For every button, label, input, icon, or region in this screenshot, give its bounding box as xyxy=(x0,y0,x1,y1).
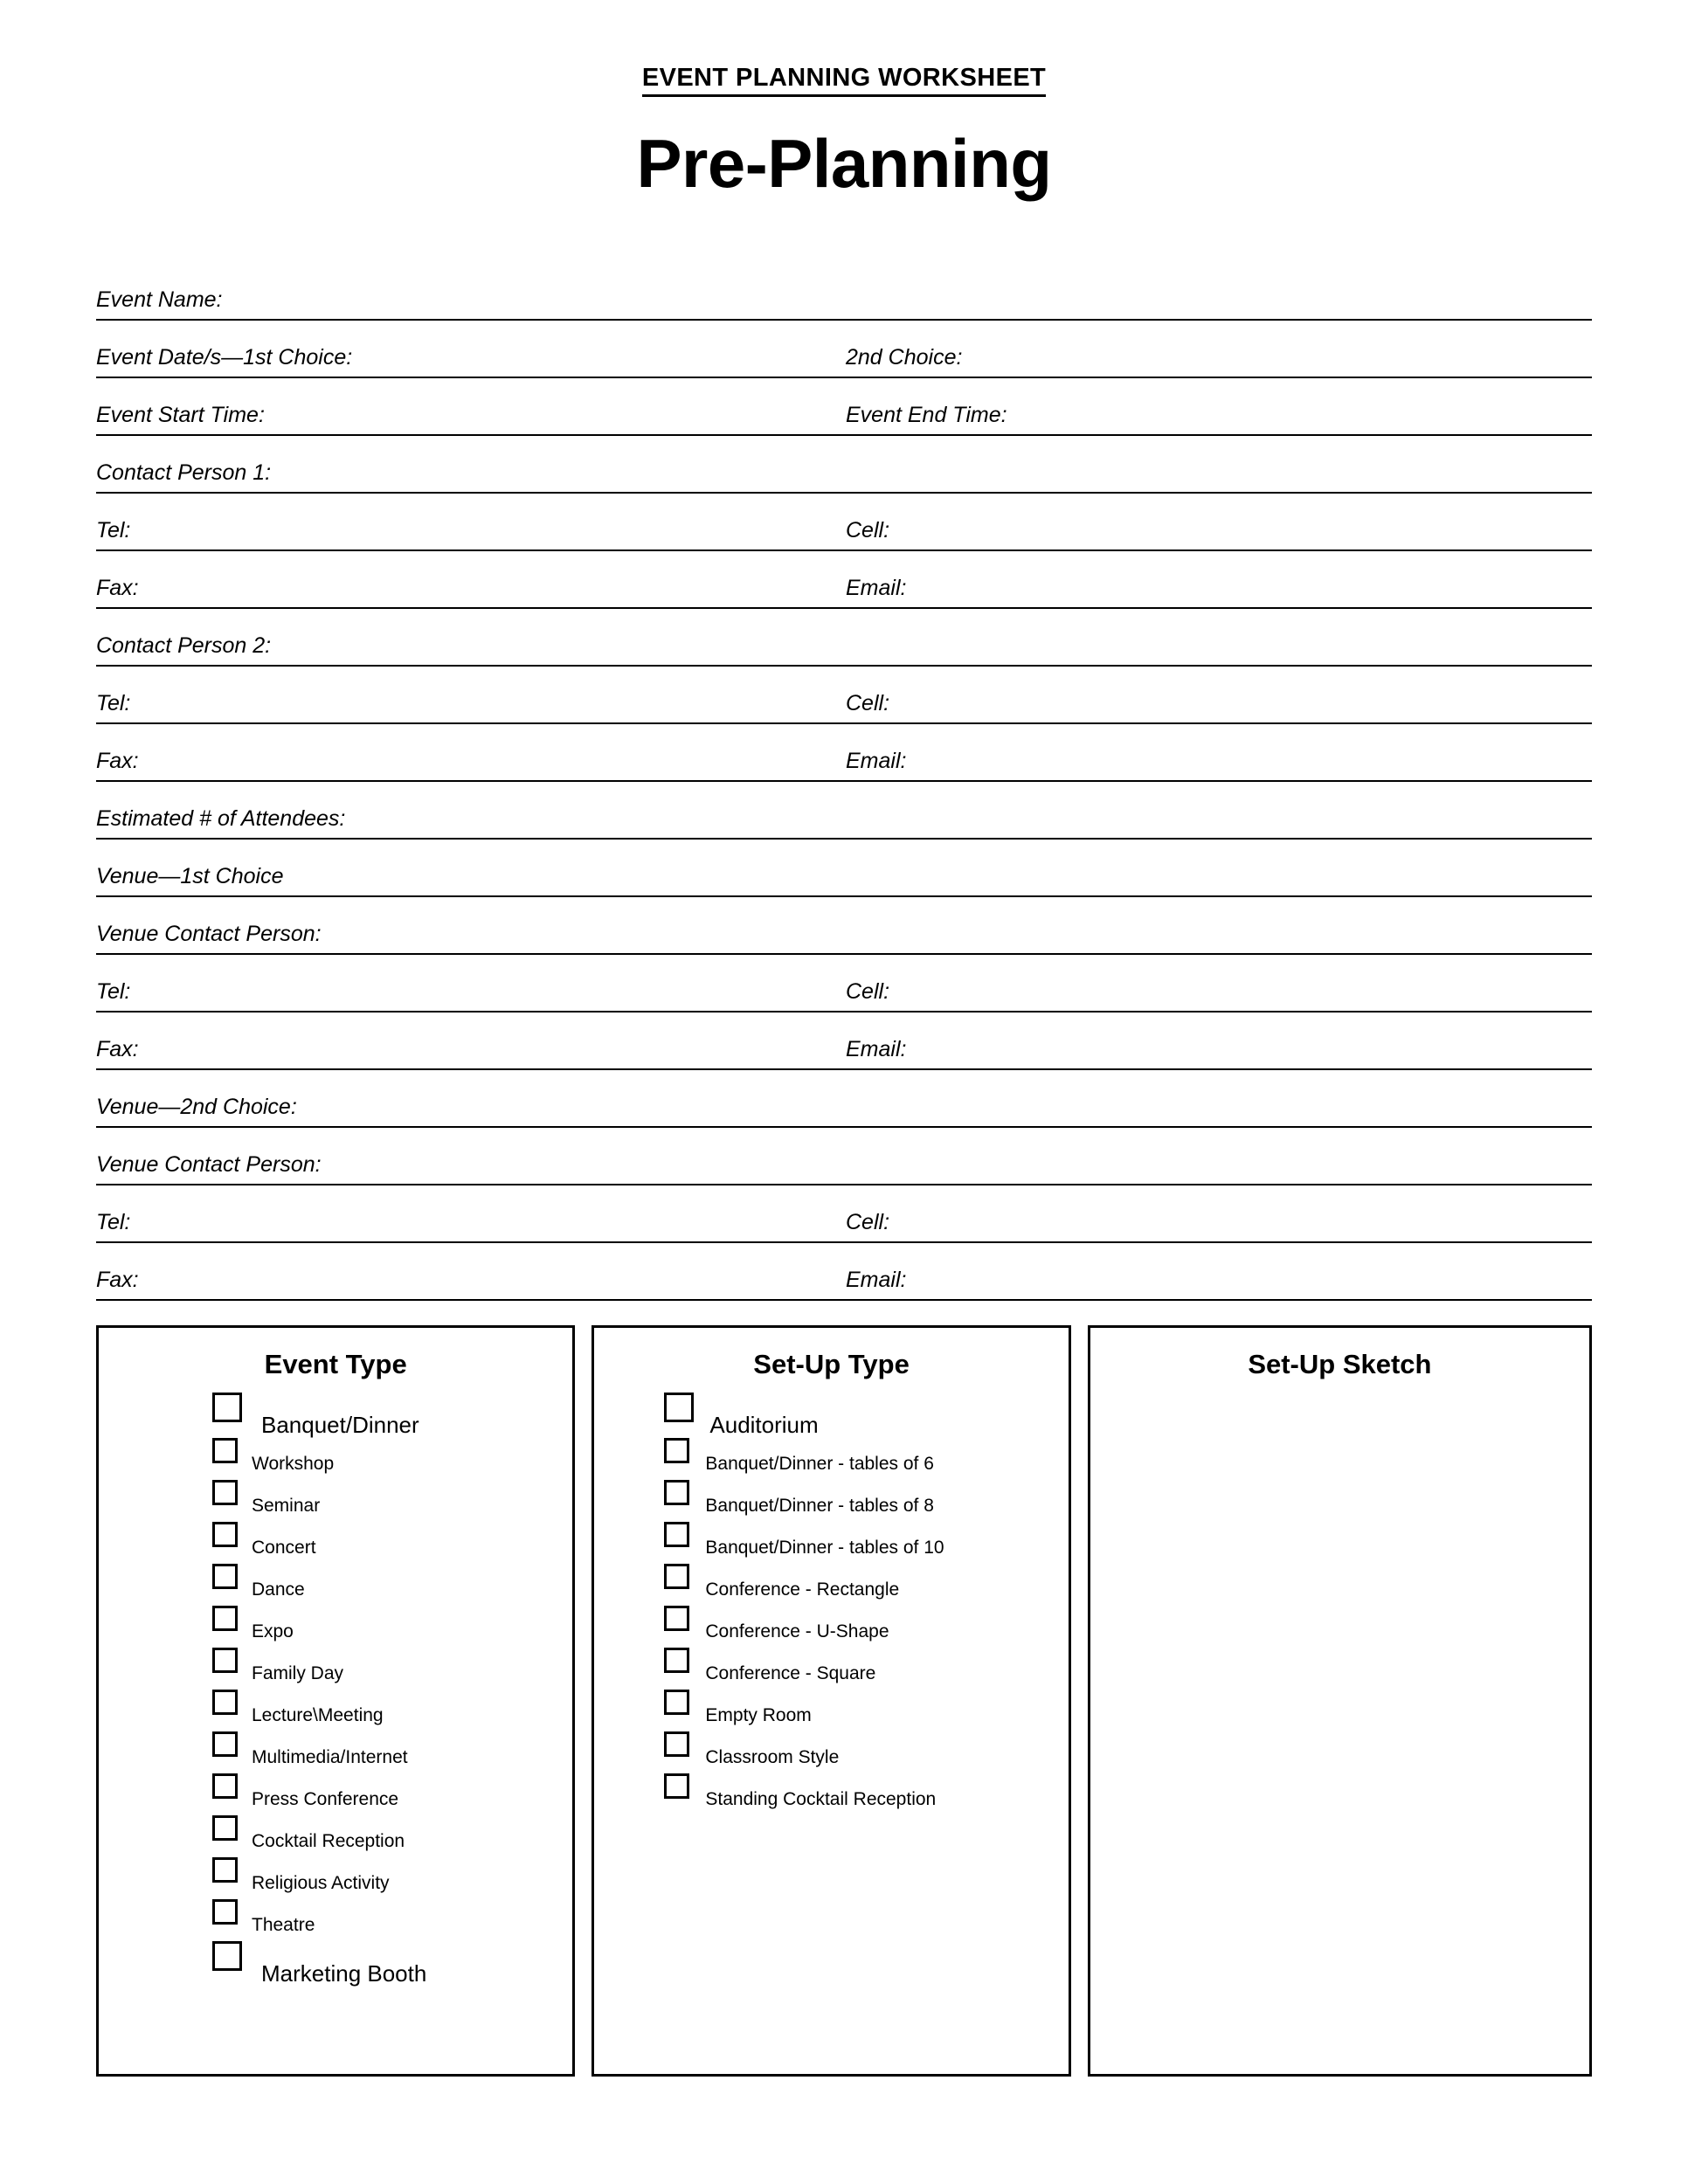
setup-type-title: Set-Up Type xyxy=(753,1349,910,1379)
field-label: Cell: xyxy=(846,1210,890,1234)
worksheet-kicker-text: EVENT PLANNING WORKSHEET xyxy=(642,64,1046,97)
form-row[interactable] xyxy=(96,782,1592,840)
checkbox-icon[interactable] xyxy=(212,1773,238,1799)
form-row[interactable] xyxy=(96,378,1592,436)
checkbox-label: Auditorium xyxy=(709,1412,819,1438)
field-label: Tel: xyxy=(96,979,131,1004)
checkbox-label: Concert xyxy=(252,1538,316,1558)
field-label: Email: xyxy=(846,576,907,600)
checkbox-icon[interactable] xyxy=(664,1480,689,1505)
checkbox-row[interactable] xyxy=(99,1562,572,1604)
field-label: Tel: xyxy=(96,1210,131,1234)
field-label: Fax: xyxy=(96,749,139,773)
field-label: Venue Contact Person: xyxy=(96,1152,322,1177)
field-label: Tel: xyxy=(96,691,131,715)
field-label: Email: xyxy=(846,749,907,773)
checkbox-row[interactable] xyxy=(594,1646,1068,1688)
field-label: Event End Time: xyxy=(846,403,1007,427)
checkbox-label: Marketing Booth xyxy=(261,1960,427,1987)
checkbox-row[interactable] xyxy=(594,1688,1068,1730)
field-label: Contact Person 1: xyxy=(96,460,272,485)
field-label: Fax: xyxy=(96,1037,139,1061)
checkbox-label: Conference - Rectangle xyxy=(705,1579,900,1600)
checkbox-label: Cocktail Reception xyxy=(252,1831,405,1851)
form-row[interactable] xyxy=(96,840,1592,897)
checkbox-icon[interactable] xyxy=(212,1690,238,1715)
checkbox-row[interactable] xyxy=(99,1856,572,1897)
checkbox-icon[interactable] xyxy=(664,1690,689,1715)
field-label: Fax: xyxy=(96,576,139,600)
checkbox-label: Expo xyxy=(252,1621,294,1641)
checkbox-row[interactable] xyxy=(594,1520,1068,1562)
event-type-panel xyxy=(96,1325,575,2077)
checkbox-icon[interactable] xyxy=(212,1438,238,1463)
form-row[interactable] xyxy=(96,667,1592,724)
field-label: Estimated # of Attendees: xyxy=(96,806,346,831)
checkbox-row[interactable] xyxy=(99,1814,572,1856)
checkbox-row[interactable] xyxy=(99,1520,572,1562)
checkbox-label: Theatre xyxy=(252,1915,315,1935)
checkbox-row[interactable] xyxy=(99,1436,572,1478)
checkbox-row[interactable] xyxy=(99,1604,572,1646)
checkbox-row[interactable] xyxy=(594,1730,1068,1772)
checkbox-row[interactable] xyxy=(99,1478,572,1520)
field-label: Venue—1st Choice xyxy=(96,864,284,888)
checkbox-icon[interactable] xyxy=(212,1648,238,1673)
checkbox-icon[interactable] xyxy=(664,1522,689,1547)
field-label: 2nd Choice: xyxy=(846,345,963,370)
bottom-panels xyxy=(96,1325,1592,2077)
field-label: Contact Person 2: xyxy=(96,633,272,658)
checkbox-label: Banquet/Dinner xyxy=(261,1412,419,1438)
checkbox-label: Standing Cocktail Reception xyxy=(705,1789,937,1809)
checkbox-row[interactable] xyxy=(594,1562,1068,1604)
form-row[interactable] xyxy=(96,321,1592,378)
setup-sketch-title: Set-Up Sketch xyxy=(1248,1349,1432,1379)
checkbox-icon[interactable] xyxy=(664,1648,689,1673)
checkbox-row[interactable] xyxy=(99,1646,572,1688)
checkbox-label: Empty Room xyxy=(705,1705,812,1725)
field-label: Email: xyxy=(846,1268,907,1292)
checkbox-label: Conference - U-Shape xyxy=(705,1621,889,1641)
field-label: Tel: xyxy=(96,518,131,543)
checkbox-icon[interactable] xyxy=(212,1480,238,1505)
checkbox-icon[interactable] xyxy=(664,1731,689,1757)
checkbox-icon[interactable] xyxy=(212,1899,238,1925)
checkbox-icon[interactable] xyxy=(212,1393,242,1422)
checkbox-icon[interactable] xyxy=(212,1815,238,1841)
checkbox-row[interactable] xyxy=(99,1688,572,1730)
checkbox-row[interactable] xyxy=(99,1391,572,1436)
checkbox-row[interactable] xyxy=(594,1391,1068,1436)
setup-sketch-panel[interactable] xyxy=(1088,1325,1592,2077)
checkbox-icon[interactable] xyxy=(664,1564,689,1589)
checkbox-label: Workshop xyxy=(252,1454,335,1474)
pre-planning-form xyxy=(96,263,1592,1301)
field-label: Event Start Time: xyxy=(96,403,265,427)
checkbox-label: Dance xyxy=(252,1579,305,1600)
form-row[interactable] xyxy=(96,1243,1592,1301)
checkbox-icon[interactable] xyxy=(664,1606,689,1631)
checkbox-icon[interactable] xyxy=(212,1606,238,1631)
field-label: Cell: xyxy=(846,979,890,1004)
form-row[interactable] xyxy=(96,724,1592,782)
checkbox-icon[interactable] xyxy=(212,1941,242,1971)
checkbox-label: Multimedia/Internet xyxy=(252,1747,408,1767)
field-label: Event Date/s—1st Choice: xyxy=(96,345,353,370)
field-label: Fax: xyxy=(96,1268,139,1292)
checkbox-label: Conference - Square xyxy=(705,1663,876,1683)
setup-type-panel xyxy=(591,1325,1070,2077)
checkbox-label: Seminar xyxy=(252,1496,321,1516)
form-row[interactable] xyxy=(96,955,1592,1013)
form-row[interactable] xyxy=(96,1185,1592,1243)
checkbox-icon[interactable] xyxy=(664,1438,689,1463)
event-type-title: Event Type xyxy=(264,1349,407,1379)
form-row[interactable] xyxy=(96,1070,1592,1128)
field-label: Email: xyxy=(846,1037,907,1061)
checkbox-row[interactable] xyxy=(99,1939,572,1985)
form-row[interactable] xyxy=(96,1128,1592,1185)
event-type-checklist xyxy=(99,1391,572,1985)
field-label: Event Name: xyxy=(96,287,223,312)
field-label: Cell: xyxy=(846,691,890,715)
worksheet-kicker xyxy=(96,64,1592,93)
checkbox-label: Family Day xyxy=(252,1663,344,1683)
field-label: Cell: xyxy=(846,518,890,543)
checkbox-row[interactable] xyxy=(99,1897,572,1939)
field-label: Venue Contact Person: xyxy=(96,922,322,946)
form-row[interactable] xyxy=(96,263,1592,321)
checkbox-label: Lecture\Meeting xyxy=(252,1705,384,1725)
checkbox-icon[interactable] xyxy=(212,1857,238,1883)
checkbox-row[interactable] xyxy=(594,1436,1068,1478)
field-label: Venue—2nd Choice: xyxy=(96,1095,297,1119)
checkbox-icon[interactable] xyxy=(664,1393,694,1422)
form-row[interactable] xyxy=(96,897,1592,955)
checkbox-row[interactable] xyxy=(594,1604,1068,1646)
checkbox-label: Religious Activity xyxy=(252,1873,390,1893)
page-title: Pre-Planning xyxy=(636,125,1052,202)
form-row[interactable] xyxy=(96,494,1592,551)
checkbox-label: Press Conference xyxy=(252,1789,399,1809)
checkbox-row[interactable] xyxy=(594,1478,1068,1520)
checkbox-icon[interactable] xyxy=(212,1564,238,1589)
checkbox-row[interactable] xyxy=(99,1772,572,1814)
checkbox-icon[interactable] xyxy=(212,1522,238,1547)
form-row[interactable] xyxy=(96,1013,1592,1070)
checkbox-label: Banquet/Dinner - tables of 8 xyxy=(705,1496,934,1516)
checkbox-row[interactable] xyxy=(99,1730,572,1772)
form-row[interactable] xyxy=(96,551,1592,609)
checkbox-label: Banquet/Dinner - tables of 6 xyxy=(705,1454,934,1474)
checkbox-icon[interactable] xyxy=(664,1773,689,1799)
form-row[interactable] xyxy=(96,609,1592,667)
checkbox-icon[interactable] xyxy=(212,1731,238,1757)
form-row[interactable] xyxy=(96,436,1592,494)
checkbox-label: Classroom Style xyxy=(705,1747,840,1767)
setup-type-checklist xyxy=(594,1391,1068,1814)
checkbox-row[interactable] xyxy=(594,1772,1068,1814)
checkbox-label: Banquet/Dinner - tables of 10 xyxy=(705,1538,944,1558)
